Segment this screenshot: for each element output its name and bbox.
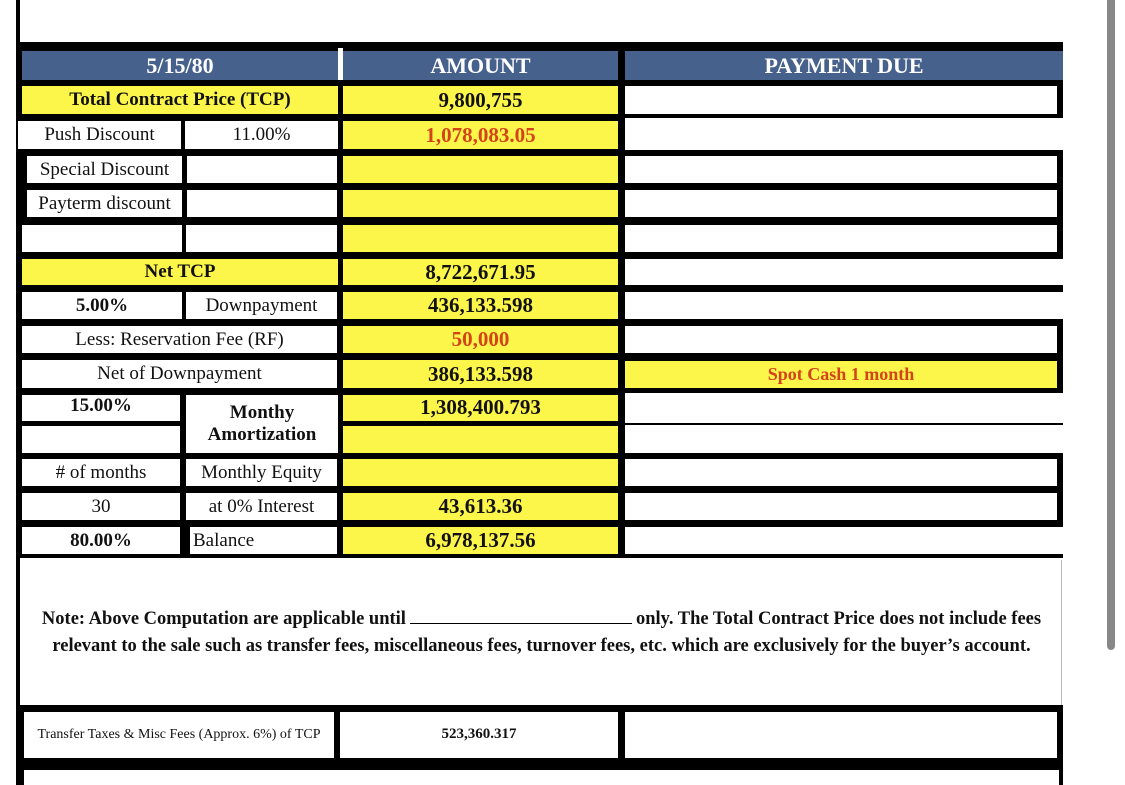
amortization-payment-due-2[interactable]: [625, 425, 1063, 453]
fees-payment-due[interactable]: [625, 712, 1057, 758]
payterm-discount-amount[interactable]: [343, 190, 618, 217]
net-downpayment-amount[interactable]: 386,133.598: [343, 360, 618, 388]
amortization-label: Monthy Amortization: [186, 395, 338, 453]
downpayment-payment-due[interactable]: [625, 292, 1063, 319]
special-discount-payment-due[interactable]: [625, 156, 1057, 183]
amortization-rate[interactable]: 15.00%: [22, 395, 180, 421]
balance-amount[interactable]: 6,978,137.56: [343, 527, 618, 554]
validity-date-blank[interactable]: [410, 607, 632, 624]
downpayment-label: Downpayment: [186, 292, 337, 319]
header-payment-due: PAYMENT DUE: [625, 51, 1063, 80]
tcp-label: Total Contract Price (TCP): [22, 86, 338, 114]
payterm-discount-label: Payterm discount: [27, 190, 182, 217]
amortization-rate-blank[interactable]: [22, 426, 180, 453]
blank-row-payment-due[interactable]: [625, 225, 1057, 252]
net-tcp-label: Net TCP: [22, 259, 338, 285]
push-discount-label: Push Discount: [18, 121, 181, 149]
header-amount: AMOUNT: [343, 51, 618, 80]
amortization-amount-2[interactable]: [343, 426, 618, 453]
tcp-amount[interactable]: 9,800,755: [343, 86, 618, 114]
blank-row-rate[interactable]: [186, 225, 337, 252]
blank-row-label[interactable]: [22, 225, 182, 252]
note-text-end: only. The Total Contract Price does not include fees relevant to the sale such as transfer fees, miscellaneous fees, turnover fees, etc. which are exclusively for the buyer’s account.: [52, 608, 1042, 656]
special-discount-label: Special Discount: [27, 156, 182, 183]
special-discount-amount[interactable]: [343, 156, 618, 183]
fees-label: Transfer Taxes & Misc Fees (Approx. 6%) of TCP: [24, 712, 334, 758]
scrollbar[interactable]: [1107, 0, 1115, 650]
balance-rate[interactable]: 80.00%: [22, 527, 180, 554]
monthly-equity-payment-due[interactable]: [625, 459, 1057, 486]
computation-note: [22, 560, 1062, 705]
reservation-fee-amount[interactable]: 50,000: [343, 326, 618, 353]
reservation-fee-label: Less: Reservation Fee (RF): [22, 326, 337, 353]
amortization-amount[interactable]: 1,308,400.793: [343, 395, 618, 421]
reservation-fee-payment-due[interactable]: [625, 326, 1057, 353]
net-downpayment-label: Net of Downpayment: [22, 360, 337, 388]
note-text-start: Note: Above Computation are applicable until: [41, 608, 406, 629]
push-discount-payment-due[interactable]: [625, 118, 1063, 150]
monthly-equity-value[interactable]: 43,613.36: [343, 493, 618, 520]
balance-payment-due[interactable]: [625, 527, 1063, 554]
amortization-payment-due[interactable]: [625, 393, 1063, 423]
net-tcp-amount[interactable]: 8,722,671.95: [343, 259, 618, 285]
payterm-discount-payment-due[interactable]: [625, 190, 1057, 217]
push-discount-rate[interactable]: 11.00%: [185, 121, 338, 149]
net-tcp-payment-due[interactable]: [625, 259, 1063, 285]
special-discount-rate[interactable]: [187, 156, 337, 183]
bottom-row: [24, 770, 1059, 785]
balance-label: Balance: [190, 527, 337, 554]
months-label: # of months: [22, 459, 180, 486]
blank-row-amount[interactable]: [343, 225, 618, 252]
fees-amount[interactable]: 523,360.317: [340, 712, 618, 758]
downpayment-amount[interactable]: 436,133.598: [343, 292, 618, 319]
monthly-equity-amount[interactable]: [343, 459, 618, 486]
payterm-discount-rate[interactable]: [187, 190, 337, 217]
interest-label: at 0% Interest: [186, 493, 337, 520]
months-value[interactable]: 30: [22, 493, 180, 520]
monthly-equity-label: Monthly Equity: [186, 459, 337, 486]
header-date: 5/15/80: [22, 51, 338, 80]
table-top-rule: [20, 42, 1063, 51]
interest-payment-due[interactable]: [625, 493, 1057, 520]
net-downpayment-payment-due[interactable]: Spot Cash 1 month: [625, 361, 1057, 388]
downpayment-rate[interactable]: 5.00%: [22, 292, 182, 319]
push-discount-amount[interactable]: 1,078,083.05: [343, 121, 618, 149]
tcp-payment-due[interactable]: [625, 86, 1057, 114]
